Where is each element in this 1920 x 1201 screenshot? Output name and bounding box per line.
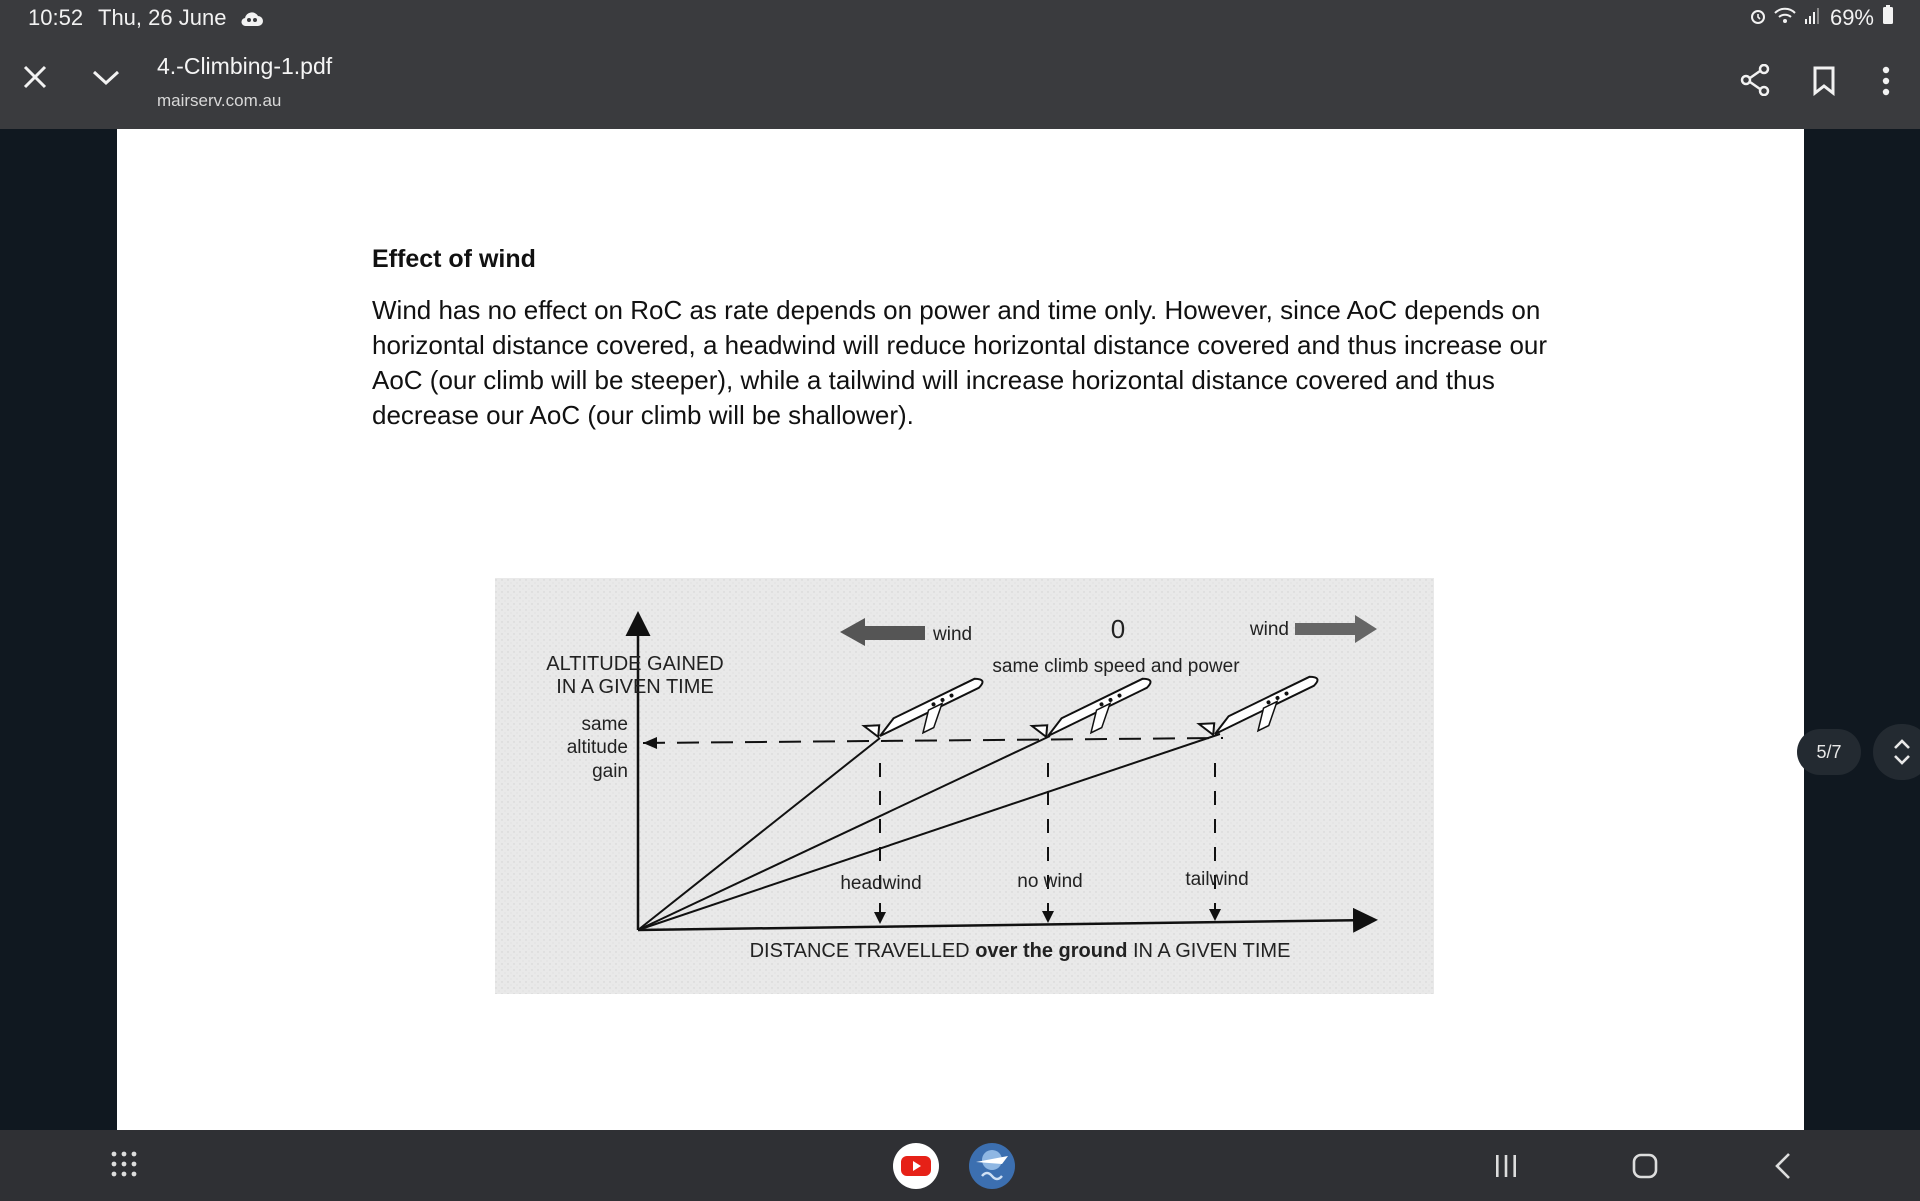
same-altitude-label-2: altitude <box>566 737 628 758</box>
page-indicator: 5/7 <box>1797 729 1861 775</box>
alarm-icon <box>1750 5 1766 31</box>
chevron-up-icon <box>1895 741 1909 748</box>
youtube-icon[interactable] <box>892 1142 940 1195</box>
page-scroll-handle[interactable] <box>1873 724 1920 780</box>
back-icon[interactable] <box>1774 1152 1792 1185</box>
close-icon[interactable] <box>22 64 48 95</box>
signal-icon <box>1804 5 1822 31</box>
file-name: 4.-Climbing-1.pdf <box>157 53 333 79</box>
app-drawer-icon[interactable] <box>111 1151 137 1182</box>
flight-app-icon[interactable] <box>968 1142 1016 1195</box>
x-axis-label: DISTANCE TRAVELLED over the ground IN A GIVEN TIME <box>749 940 1291 962</box>
pdf-toolbar <box>0 36 1920 129</box>
figure-caption: same climb speed and power <box>992 656 1240 677</box>
battery-level: 69% <box>1829 5 1874 30</box>
recents-icon[interactable] <box>1494 1154 1518 1183</box>
wind-right-label: wind <box>1249 619 1289 640</box>
zero-wind-label: 0 <box>1110 614 1126 644</box>
tailwind-label: tailwind <box>1185 869 1249 890</box>
same-altitude-label-1: same <box>581 714 628 735</box>
clock: 10:52 <box>28 5 84 30</box>
pdf-page <box>117 129 1804 1130</box>
battery-icon <box>1882 5 1894 31</box>
wind-climb-figure <box>495 578 1434 994</box>
wifi-icon <box>1774 5 1796 31</box>
chevron-down-icon <box>1895 756 1909 763</box>
document-viewer[interactable] <box>0 129 1920 1130</box>
cloud-icon <box>240 8 264 34</box>
status-bar <box>0 0 1920 36</box>
wind-left-label: wind <box>933 624 973 645</box>
nowind-label: no wind <box>1017 871 1083 892</box>
home-icon[interactable] <box>1632 1153 1658 1184</box>
same-altitude-label-3: gain <box>592 761 628 782</box>
bookmark-icon[interactable] <box>1812 66 1836 101</box>
date: Thu, 26 June <box>98 5 227 30</box>
file-source: mairserv.com.au <box>157 91 282 110</box>
y-axis-label-line2: IN A GIVEN TIME <box>556 676 714 698</box>
navigation-bar <box>0 1130 1920 1201</box>
headwind-label: headwind <box>840 873 922 894</box>
share-icon[interactable] <box>1740 64 1770 101</box>
body-paragraph: Wind has no effect on RoC as rate depends on power and time only. However, since AoC depends on horizontal distance covered, a headwind will reduce horizontal distance covered and thus increase our AoC (our climb will be steeper), while a tailwind will increase horizontal distance covered and thus decrease our AoC (our climb will be shallower). <box>372 295 1548 430</box>
chevron-down-icon[interactable] <box>91 68 121 93</box>
y-axis-label-line1: ALTITUDE GAINED <box>546 653 724 675</box>
more-icon[interactable] <box>1881 66 1891 101</box>
section-heading: Effect of wind <box>372 245 536 273</box>
